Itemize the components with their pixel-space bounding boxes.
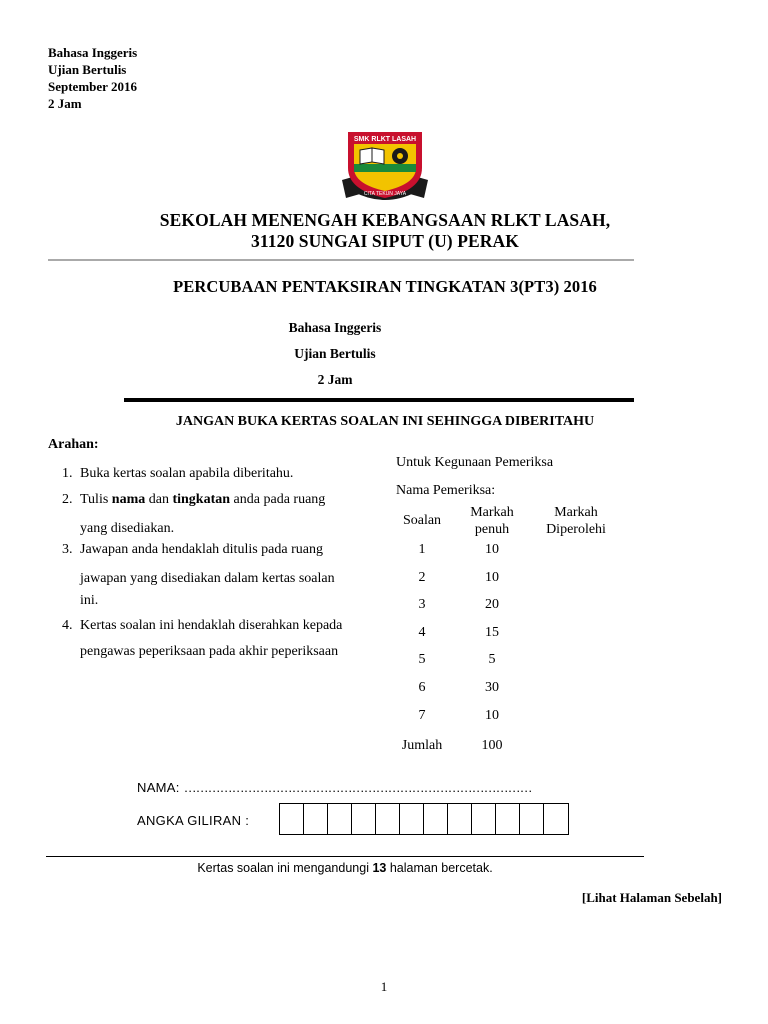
index-number-cell[interactable] — [376, 804, 400, 834]
index-number-cell[interactable] — [496, 804, 520, 834]
school-name — [100, 210, 670, 252]
marks-row-diperolehi[interactable] — [536, 597, 616, 615]
marks-row-penuh: 30 — [485, 680, 499, 695]
marks-row-diperolehi[interactable] — [536, 680, 616, 698]
candidate-name-field[interactable]: …………………………………………………………………………… — [183, 780, 532, 795]
footer-divider — [46, 856, 644, 857]
page-number: 1 — [380, 979, 388, 994]
marks-row-soalan: 6 — [418, 680, 426, 695]
instructions-list — [62, 466, 382, 666]
index-number-cell[interactable] — [328, 804, 352, 834]
index-number-cell[interactable] — [352, 804, 376, 834]
marks-row-diperolehi[interactable] — [536, 708, 616, 726]
marks-total-value: 100 — [481, 738, 503, 753]
instruction-item-3-line2: jawapan yang disediakan dalam kertas soalan — [80, 571, 335, 586]
marks-row-penuh: 20 — [485, 597, 499, 612]
marks-row-penuh: 15 — [485, 625, 499, 640]
school-name-line2: 31120 SUNGAI SIPUT (U) PERAK — [251, 231, 519, 251]
instruction-item-4-line2: pengawas peperiksaan pada akhir peperiksaan — [80, 644, 339, 659]
school-crest-logo — [338, 128, 432, 204]
index-number-cell[interactable] — [448, 804, 472, 834]
col-header-soalan: Soalan — [402, 513, 442, 528]
marks-row-soalan: 5 — [418, 652, 426, 667]
index-number-boxes[interactable] — [279, 803, 569, 835]
header-left — [48, 44, 137, 112]
crest-banner-top: SMK RLKT LASAH — [353, 136, 417, 143]
candidate-name-row — [137, 780, 532, 795]
marks-row-penuh: 5 — [488, 652, 496, 667]
instruction-item-3-line3: ini. — [80, 593, 99, 608]
index-number-cell[interactable] — [424, 804, 448, 834]
instruction-item-3: 3. Jawapan anda hendaklah ditulis pada ruang — [62, 542, 323, 557]
index-number-cell[interactable] — [544, 804, 568, 834]
marks-total-diperolehi[interactable] — [536, 738, 616, 756]
examiner-section — [396, 455, 636, 775]
instruction-item-2-line2: yang disediakan. — [80, 521, 175, 536]
warning-top-rule — [124, 398, 634, 402]
marks-row-soalan: 7 — [418, 708, 426, 723]
marks-row-soalan: 1 — [418, 542, 426, 557]
header-divider — [48, 259, 634, 261]
subject-name: Bahasa Inggeris — [288, 320, 382, 335]
marks-row-penuh: 10 — [485, 542, 499, 557]
marks-row-diperolehi[interactable] — [536, 570, 616, 588]
marks-row-soalan: 2 — [418, 570, 426, 585]
examiner-title: Untuk Kegunaan Pemeriksa — [396, 455, 554, 470]
col-header-markah-diperolehi: Markah Diperolehi — [546, 505, 606, 537]
subject-duration: 2 Jam — [317, 372, 353, 387]
warning-notice: JANGAN BUKA KERTAS SOALAN INI SEHINGGA DIBERITAHU — [175, 414, 595, 429]
school-name-line1: SEKOLAH MENENGAH KEBANGSAAN RLKT LASAH, — [159, 210, 611, 230]
header-paper: Ujian Bertulis — [48, 62, 127, 77]
header-subject: Bahasa Inggeris — [48, 45, 138, 60]
exam-title: PERCUBAAN PENTAKSIRAN TINGKATAN 3(PT3) 2016 — [173, 277, 597, 296]
marks-row-soalan: 4 — [418, 625, 426, 640]
marks-row-diperolehi[interactable] — [536, 542, 616, 560]
header-date: September 2016 — [48, 79, 137, 94]
instructions-heading: Arahan: — [48, 437, 99, 452]
marks-row-penuh: 10 — [485, 708, 499, 723]
index-number-label: ANGKA GILIRAN : — [137, 813, 250, 828]
marks-row-soalan: 3 — [418, 597, 426, 612]
index-number-cell[interactable] — [280, 804, 304, 834]
next-page-note: [Lihat Halaman Sebelah] — [581, 890, 722, 905]
instruction-item-4: 4. Kertas soalan ini hendaklah diserahkan kepada — [62, 618, 343, 633]
index-number-cell[interactable] — [400, 804, 424, 834]
marks-total-label: Jumlah — [401, 738, 443, 753]
index-number-cell[interactable] — [520, 804, 544, 834]
marks-row-penuh: 10 — [485, 570, 499, 585]
index-number-cell[interactable] — [304, 804, 328, 834]
instruction-item-2: 2. Tulis nama dan tingkatan anda pada ruang — [62, 492, 326, 507]
subject-paper: Ujian Bertulis — [294, 346, 376, 361]
marks-row-diperolehi[interactable] — [536, 625, 616, 643]
subject-block — [250, 320, 420, 388]
instruction-item-1: 1. Buka kertas soalan apabila diberitahu. — [62, 466, 294, 481]
page-count-note: Kertas soalan ini mengandungi 13 halaman bercetak. — [197, 861, 493, 875]
col-header-markah-penuh: Markah penuh — [470, 505, 514, 537]
index-number-cell[interactable] — [472, 804, 496, 834]
marks-row-diperolehi[interactable] — [536, 652, 616, 670]
header-duration: 2 Jam — [48, 96, 82, 111]
crest-banner-bottom: CITA TEKUN JAYA — [363, 191, 407, 197]
page-count-value: 13 — [372, 861, 387, 875]
examiner-name-label: Nama Pemeriksa: — [396, 483, 496, 498]
candidate-name-label: NAMA: — [137, 780, 184, 795]
